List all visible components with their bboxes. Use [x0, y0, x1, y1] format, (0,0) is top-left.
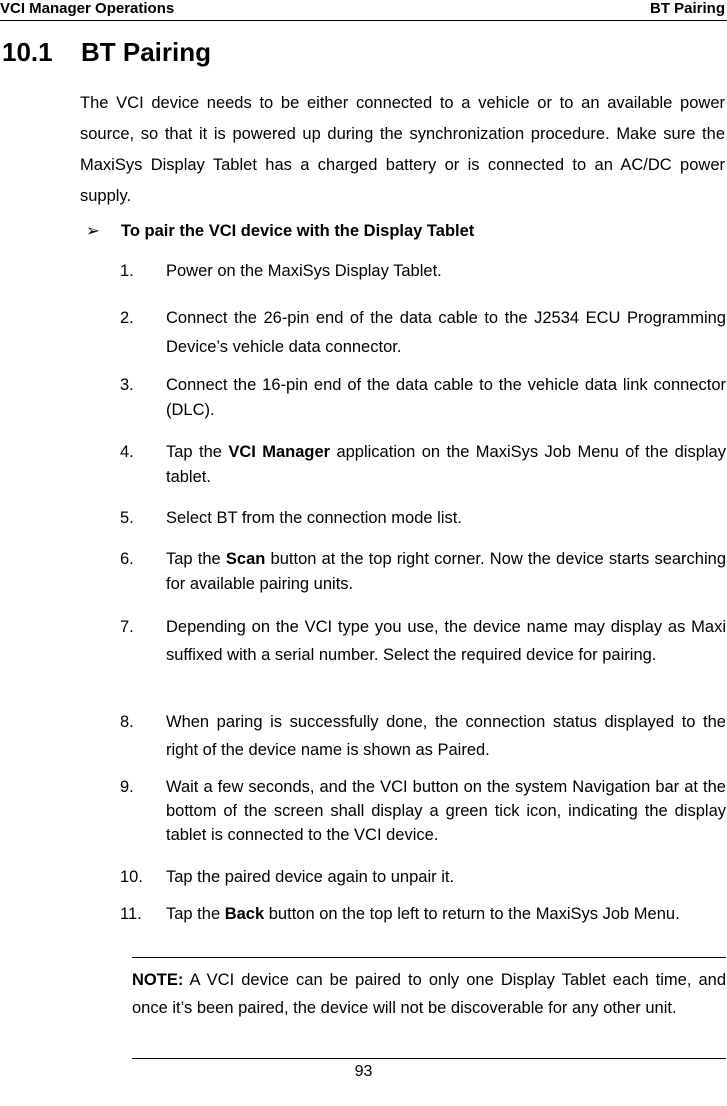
list-item [120, 440, 726, 490]
step-number: 3. [120, 376, 134, 394]
intro-paragraph: The VCI device needs to be either connected to a vehicle or to an available power source, so that it is powered up during the synchronization procedure. Make sure the MaxiSys Display Tablet has a charged battery or is connected to an AC/DC power supply. [80, 94, 725, 205]
page-number: 93 [354, 1063, 373, 1080]
step-text [166, 547, 726, 597]
button-name-emphasis: Scan [225, 550, 266, 568]
header-chapter-title: VCI Manager Operations [0, 0, 175, 17]
page-header [0, 0, 727, 21]
step-text: Power on the MaxiSys Display Tablet. [166, 262, 442, 280]
list-item [120, 547, 726, 597]
step-text-part: application on the MaxiSys Job Menu of the display tablet. [166, 443, 726, 486]
app-name-emphasis: VCI Manager [228, 443, 331, 461]
procedure-title: To pair the VCI device with the Display Tablet [121, 222, 475, 240]
step-text: Wait a few seconds, and the VCI button on the system Navigation bar at the bottom of the screen shall display a green tick icon, indicating the display tablet is connected to the VCI device. [166, 778, 726, 844]
button-name-emphasis: Back [224, 905, 265, 923]
step-number: 10. [120, 868, 143, 886]
step-text: Connect the 26-pin end of the data cable to the J2534 ECU Programming Device’s vehicle data connector. [166, 309, 726, 356]
list-item [120, 373, 726, 423]
list-item [120, 775, 726, 847]
list-item [120, 901, 726, 927]
step-text: Select BT from the connection mode list. [166, 509, 462, 527]
step-text-part: Tap the [166, 550, 226, 568]
step-text: Connect the 16-pin end of the data cable to the vehicle data link connector (DLC). [166, 376, 726, 419]
step-number: 2. [120, 309, 134, 327]
list-item [120, 708, 726, 764]
arrow-bullet-icon: ➢ [86, 222, 100, 240]
list-item [120, 865, 726, 890]
section-heading [2, 34, 211, 70]
list-item [120, 506, 726, 531]
step-number: 11. [120, 905, 142, 923]
step-text [166, 901, 726, 927]
step-text-part: button on the top left to return to the MaxiSys Job Menu. [264, 905, 680, 923]
note-text: A VCI device can be paired to only one Display Tablet each time, and once it’s been paired, the device will not be discoverable for any other unit. [132, 971, 726, 1017]
step-text: Tap the paired device again to unpair it. [166, 868, 455, 886]
step-number: 7. [120, 618, 134, 636]
step-number: 9. [120, 778, 134, 796]
header-section-title: BT Pairing [649, 0, 725, 17]
note-box [132, 957, 726, 1059]
note-label: NOTE: [132, 971, 184, 989]
step-text: When paring is successfully done, the connection status displayed to the right of the device name is shown as Paired. [166, 713, 726, 759]
section-title: BT Pairing [81, 37, 212, 67]
step-number: 8. [120, 713, 134, 731]
list-item [120, 259, 726, 284]
step-number: 1. [120, 262, 134, 280]
list-item [120, 613, 726, 669]
step-number: 4. [120, 443, 134, 461]
list-item [120, 304, 726, 362]
step-text: Depending on the VCI type you use, the device name may display as Maxi suffixed with a serial number. Select the required device for pairing. [166, 618, 726, 664]
section-number: 10.1 [2, 37, 53, 67]
step-text-part: button at the top right corner. Now the device starts searching for available pairing units. [166, 550, 726, 593]
step-text-part: Tap the [166, 905, 225, 923]
step-text [166, 440, 726, 490]
step-number: 5. [120, 509, 134, 527]
procedure-heading [86, 219, 726, 243]
step-number: 6. [120, 550, 134, 568]
step-text-part: Tap the [166, 443, 229, 461]
